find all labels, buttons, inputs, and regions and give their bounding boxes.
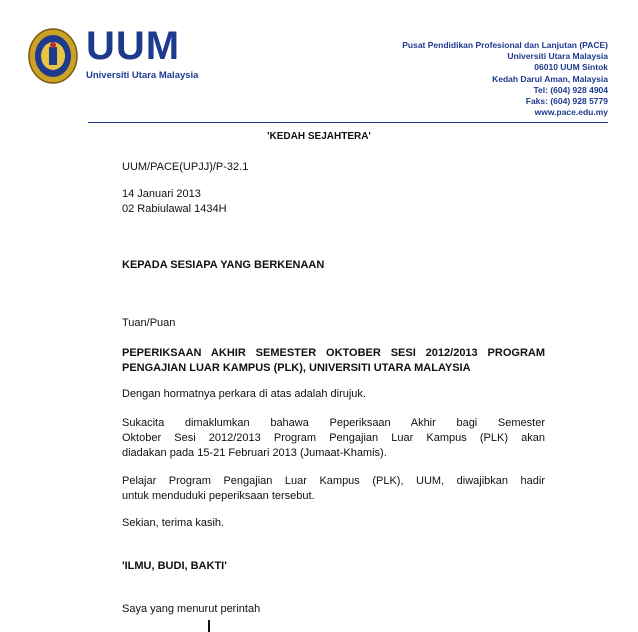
address-line-website[interactable]: www.pace.edu.my <box>534 107 608 118</box>
salutation-top: 'KEDAH SEJAHTERA' <box>267 131 371 142</box>
paragraph-3-line-2: untuk menduduki peperiksaan tersebut. <box>122 490 315 502</box>
address-line-fax: Faks: (604) 928 5779 <box>525 96 608 107</box>
paragraph-2-line-1: Sukacita dimaklumkan bahawa Peperiksaan Akhir bagi Semester <box>122 417 545 429</box>
paragraph-1: Dengan hormatnya perkara di atas adalah dirujuk. <box>122 388 366 400</box>
paragraph-3 <box>122 474 545 504</box>
subject <box>122 346 545 376</box>
reference-number: UUM/PACE(UPJJ)/P-32.1 <box>122 161 249 173</box>
sign-off: Saya yang menurut perintah <box>122 603 261 615</box>
address-line-phone: Tel: (604) 928 4904 <box>533 84 608 95</box>
recipient: KEPADA SESIAPA YANG BERKENAAN <box>122 259 325 271</box>
paragraph-2-line-3: diadakan pada 15-21 Februari 2013 (Jumaat-Khamis). <box>122 447 387 459</box>
paragraph-2-line-2: Oktober Sesi 2012/2013 Program Pengajian Luar Kampus (PLK) akan <box>122 432 545 444</box>
address-line-university: Universiti Utara Malaysia <box>507 51 608 62</box>
uum-wordmark: UUM <box>86 24 181 68</box>
subject-line-2: PENGAJIAN LUAR KAMPUS (PLK), UNIVERSITI UTARA MALAYSIA <box>122 362 471 374</box>
signature-mark <box>208 620 210 632</box>
letterhead-address <box>402 40 608 118</box>
university-seal-icon <box>28 28 78 84</box>
subject-line-1: PEPERIKSAAN AKHIR SEMESTER OKTOBER SESI 2012/2013 PROGRAM <box>122 347 545 359</box>
address-line-postcode: 06010 UUM Sintok <box>534 62 608 73</box>
paragraph-3-line-1: Pelajar Program Pengajian Luar Kampus (PLK), UUM, diwajibkan hadir <box>122 475 545 487</box>
address-line-state: Kedah Darul Aman, Malaysia <box>492 73 608 84</box>
motto: 'ILMU, BUDI, BAKTI' <box>122 560 227 572</box>
paragraph-2 <box>122 416 545 461</box>
university-name: Universiti Utara Malaysia <box>86 70 199 81</box>
greeting: Tuan/Puan <box>122 317 176 329</box>
address-line-faculty: Pusat Pendidikan Profesional dan Lanjutan (PACE) <box>402 40 608 50</box>
letterhead-divider <box>88 122 608 123</box>
date-hijri: 02 Rabiulawal 1434H <box>122 203 227 215</box>
date-gregorian: 14 Januari 2013 <box>122 188 201 200</box>
closing: Sekian, terima kasih. <box>122 517 225 529</box>
